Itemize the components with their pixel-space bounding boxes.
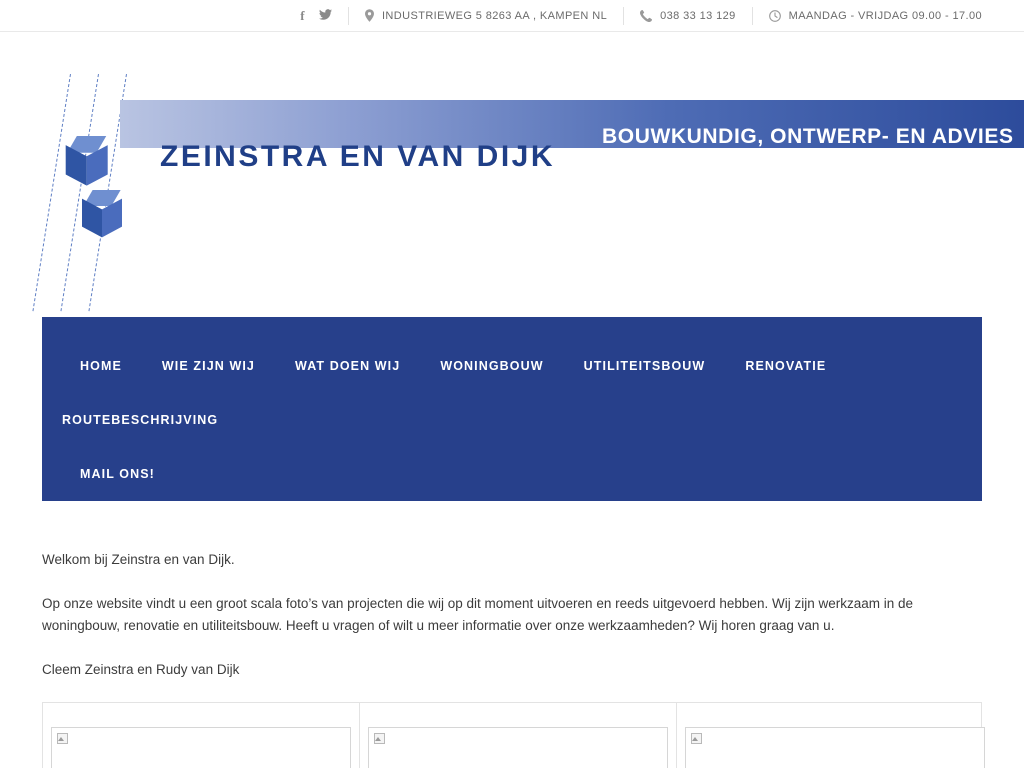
social-links [300, 9, 348, 22]
address-segment [348, 7, 623, 25]
company-tagline: BOUWKUNDIG, ONTWERP- EN ADVIES [602, 125, 1014, 148]
intro-paragraph: Op onze website vindt u een groot scala foto’s van projecten die wij op dit moment uitvoeren en reeds uitgevoerd hebben. Wij zijn werkzaam in de woningbouw, renovatie en utiliteitsbouw. Heeft u vragen of wilt u meer informatie over onze werkzaamheden? Wij horen graag van u. [42, 595, 913, 633]
gallery-image-1[interactable] [51, 727, 351, 768]
nav-item-mail-ons[interactable]: MAIL ONS! [80, 467, 155, 481]
gallery-cell[interactable] [43, 703, 360, 768]
main-navigation [42, 317, 982, 501]
address-text: INDUSTRIEWEG 5 8263 AA , KAMPEN NL [381, 9, 608, 22]
welcome-paragraph: Welkom bij Zeinstra en van Dijk. [42, 552, 235, 567]
nav-item-renovatie[interactable]: RENOVATIE [745, 359, 827, 373]
facebook-icon[interactable]: f [300, 8, 305, 23]
nav-item-woningbouw[interactable]: WONINGBOUW [440, 359, 544, 373]
phone-text: 038 33 13 129 [660, 9, 736, 22]
nav-item-wie-zijn-wij[interactable]: WIE ZIJN WIJ [161, 359, 255, 373]
company-name: ZEINSTRA EN VAN DIJK [160, 140, 556, 173]
phone-icon [640, 10, 652, 22]
gallery-image-2[interactable] [368, 727, 668, 768]
hours-text: MAANDAG - VRIJDAG 09.00 - 17.00 [788, 9, 982, 22]
nav-item-wat-doen-wij[interactable]: WAT DOEN WIJ [294, 359, 401, 373]
utility-topbar [0, 0, 1024, 32]
phone-segment [623, 7, 752, 25]
twitter-icon[interactable] [319, 9, 332, 22]
clock-icon [769, 10, 781, 22]
nav-item-routebeschrijving[interactable]: ROUTEBESCHRIJVING [62, 413, 219, 427]
location-pin-icon [365, 9, 374, 22]
hours-segment [752, 7, 982, 25]
gallery-image-3[interactable] [685, 727, 985, 768]
gallery-cell[interactable] [360, 703, 677, 768]
gallery-cell[interactable] [677, 703, 993, 768]
nav-item-home[interactable]: HOME [80, 359, 122, 373]
image-gallery [42, 702, 982, 768]
logo[interactable] [42, 40, 1024, 315]
signature-paragraph: Cleem Zeinstra en Rudy van Dijk [42, 661, 240, 677]
site-header [0, 32, 1024, 317]
nav-item-utiliteitsbouw[interactable]: UTILITEITSBOUW [583, 359, 706, 373]
main-content [42, 501, 982, 680]
